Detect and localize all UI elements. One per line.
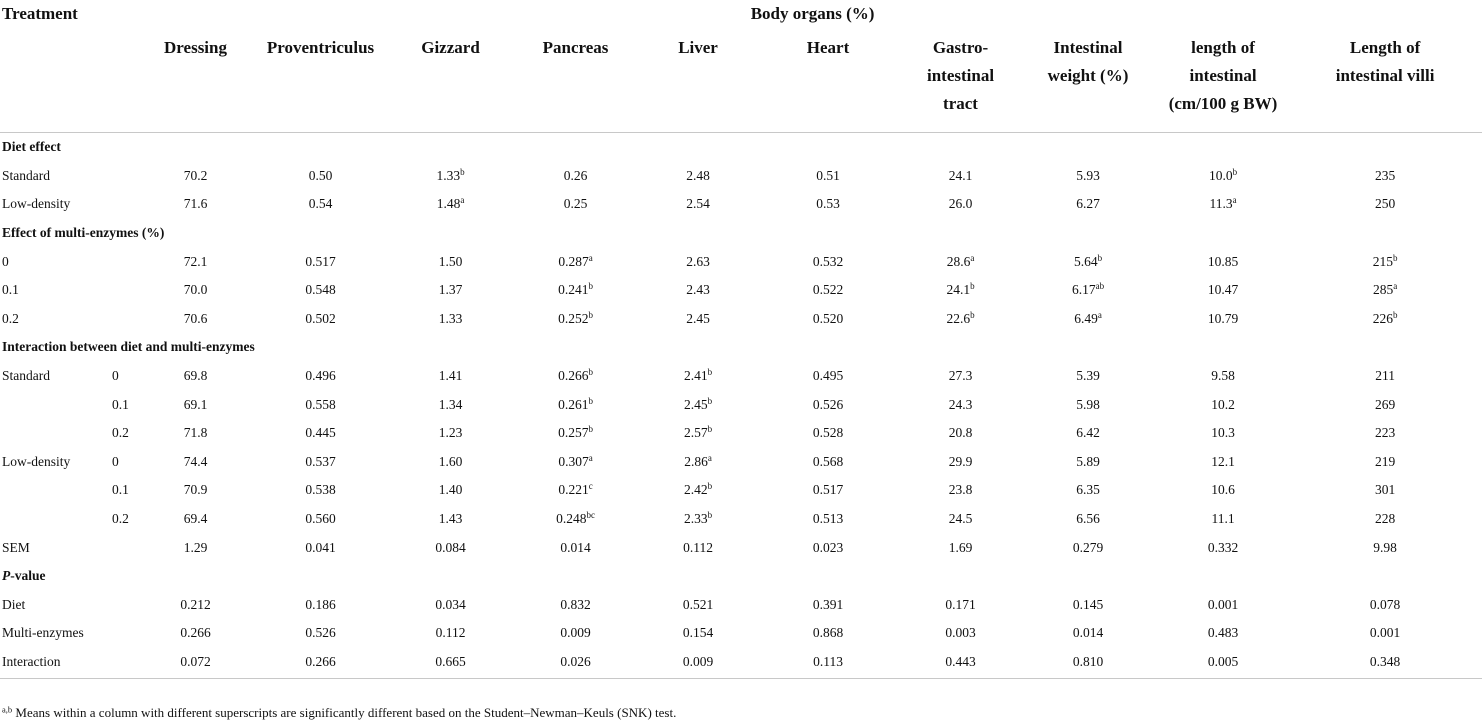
table-cell: 0.241$^b$ (558, 281, 593, 298)
table-cell: 0.517 (812, 482, 844, 498)
table-cell: 11.3$^a$ (1209, 195, 1237, 212)
table-cell: 1.34 (438, 396, 463, 412)
body-organs-group-header: Body organs (%) (750, 4, 875, 23)
row-label: Low-density (2, 453, 71, 469)
table-cell: 0.034 (435, 596, 466, 612)
table-cell: 235 (1374, 167, 1396, 183)
table-cell: 0.332 (1207, 539, 1239, 555)
table-cell: 0.279 (1072, 539, 1104, 555)
row-label: 0.2 (2, 310, 19, 326)
row-label (0, 419, 112, 448)
table-cell: 228 (1374, 511, 1396, 527)
table-cell: 269 (1374, 396, 1396, 412)
column-header: Gastro- intestinal tract (903, 28, 1018, 133)
table-cell: 1.37 (438, 282, 463, 298)
table-cell: 70.6 (183, 310, 208, 326)
row-label (0, 505, 112, 534)
table-cell: 0.186 (305, 596, 336, 612)
table-cell: 29.9 (948, 453, 973, 469)
table-cell: 74.4 (183, 453, 208, 469)
table-cell: 0.445 (305, 425, 336, 441)
table-cell: 0.001 (1207, 596, 1239, 612)
table-row (0, 162, 1482, 191)
table-cell: 0.502 (305, 310, 336, 326)
table-cell: 0.003 (945, 625, 976, 641)
table-cell: 0.348 (1288, 648, 1482, 679)
table-cell: 0.261$^b$ (558, 395, 593, 412)
table-cell: 12.1 (1211, 453, 1235, 469)
table-cell: 1.41 (438, 368, 463, 384)
row-label (0, 390, 112, 419)
table-cell: 0.526 (812, 396, 844, 412)
table-cell: 226$^b$ (1372, 309, 1398, 326)
table-cell: 5.98 (1076, 396, 1100, 412)
footnote-marks: a,b (2, 704, 13, 715)
table-cell: 2.41$^b$ (683, 367, 713, 384)
table-row (0, 648, 1482, 679)
table-row (0, 190, 1482, 219)
table-cell: 0.568 (812, 453, 844, 469)
table-cell: 10.85 (1207, 253, 1239, 269)
table-row (0, 305, 1482, 334)
treatment-header: Treatment (2, 4, 78, 23)
table-cell: 0.072 (143, 648, 248, 679)
column-header: length of intestinal (cm/100 g BW) (1158, 28, 1288, 133)
table-cell: 2.45$^b$ (683, 395, 713, 412)
table-cell: 0.171 (945, 596, 976, 612)
table-cell: 72.1 (183, 253, 208, 269)
table-cell: 10.0$^b$ (1208, 166, 1238, 183)
table-cell: 28.6$^a$ (946, 252, 975, 269)
table-row (0, 533, 1482, 562)
table-cell: 1.40 (438, 482, 463, 498)
row-label (0, 476, 112, 505)
table-cell: 0.307$^a$ (558, 452, 593, 469)
table-cell: 0.084 (435, 539, 466, 555)
table-cell: 6.42 (1076, 425, 1100, 441)
table-cell: 0.112 (683, 539, 713, 555)
table-cell: 69.4 (183, 511, 208, 527)
table-cell: 0.014 (1072, 625, 1104, 641)
table-cell: 0.266$^b$ (558, 367, 593, 384)
row-label: Multi-enzymes (2, 625, 84, 641)
table-cell: 0.287$^a$ (558, 252, 593, 269)
table-cell: 0.145 (1072, 596, 1104, 612)
row-label: Low-density (2, 196, 71, 212)
table-cell: 250 (1374, 196, 1396, 212)
table-cell: 219 (1374, 453, 1396, 469)
table-cell: 10.47 (1207, 282, 1239, 298)
table-cell: 2.33$^b$ (683, 510, 713, 527)
table-cell: 24.5 (948, 511, 973, 527)
table-cell: 9.58 (1211, 368, 1235, 384)
section-header-row (0, 133, 1482, 162)
table-cell: 0.252$^b$ (558, 309, 593, 326)
table-cell: 0.496 (305, 368, 336, 384)
section-header-row (0, 562, 1482, 591)
table-cell: 0.513 (812, 511, 844, 527)
table-cell: 0.221$^c$ (558, 481, 593, 498)
column-header: Dressing (143, 28, 248, 133)
table-cell: 2.48 (686, 167, 710, 183)
table-cell: 0.665 (393, 648, 508, 679)
table-cell: 5.39 (1076, 368, 1100, 384)
column-header: Pancreas (508, 28, 643, 133)
table-cell: 6.27 (1076, 196, 1100, 212)
table-row (0, 247, 1482, 276)
table-cell: 0.009 (560, 625, 591, 641)
table-cell: 6.56 (1076, 511, 1100, 527)
table-row (0, 591, 1482, 620)
table-cell: 285$^a$ (1372, 281, 1398, 298)
table-cell: 1.33$^b$ (436, 166, 465, 183)
table-cell: 6.49$^a$ (1074, 309, 1102, 326)
table-cell: 0.53 (816, 196, 840, 212)
table-cell: 71.8 (183, 425, 208, 441)
table-cell: 301 (1374, 482, 1396, 498)
table-cell: 24.3 (948, 396, 973, 412)
table-body (0, 133, 1482, 679)
table-cell: 1.23 (438, 425, 463, 441)
table-cell: 0.548 (305, 282, 336, 298)
table-cell: 0.023 (812, 539, 844, 555)
column-header: Intestinal weight (%) (1018, 28, 1158, 133)
table-cell: 0.391 (812, 596, 844, 612)
row-label: Diet (2, 596, 26, 612)
table-cell: 0.25 (563, 196, 588, 212)
table-cell: 223 (1374, 425, 1396, 441)
table-cell: 69.1 (183, 396, 208, 412)
section-title: Interaction between diet and multi-enzymes (2, 339, 255, 355)
table-cell: 2.57$^b$ (683, 424, 713, 441)
table-cell: 11.1 (1211, 511, 1235, 527)
table-row (0, 448, 1482, 477)
table-cell: 0.868 (812, 625, 844, 641)
table-row (0, 276, 1482, 305)
table-cell: 22.6$^b$ (946, 309, 975, 326)
table-cell: 9.98 (1373, 539, 1397, 555)
table-cell: 24.1$^b$ (946, 281, 975, 298)
table-cell: 0.522 (812, 282, 844, 298)
table-cell: 70.0 (183, 282, 208, 298)
table-cell: 0.266 (248, 648, 393, 679)
table-cell: 10.3 (1211, 425, 1235, 441)
column-header-row (0, 28, 1482, 133)
row-sublabel: 0.1 (112, 482, 129, 498)
table-cell: 0.212 (180, 596, 211, 612)
table-header (0, 0, 1482, 133)
treatment-header-spacer (0, 28, 143, 133)
table-cell: 5.93 (1076, 167, 1100, 183)
table-cell: 0.257$^b$ (558, 424, 593, 441)
column-header: Gizzard (393, 28, 508, 133)
table-cell: 0.538 (305, 482, 336, 498)
table-cell: 0.005 (1158, 648, 1288, 679)
table-cell: 2.43 (686, 282, 710, 298)
table-cell: 0.026 (508, 648, 643, 679)
row-sublabel: 0.2 (112, 511, 129, 527)
table-cell: 69.8 (183, 368, 208, 384)
table-cell: 6.35 (1076, 482, 1100, 498)
column-header: Liver (643, 28, 753, 133)
table-cell: 2.45 (686, 310, 710, 326)
table-cell: 0.810 (1018, 648, 1158, 679)
row-sublabel: 0.1 (112, 396, 129, 412)
table-cell: 211 (1375, 368, 1395, 384)
table-cell: 20.8 (948, 425, 973, 441)
table-cell: 0.113 (753, 648, 903, 679)
table-row (0, 619, 1482, 648)
table-cell: 1.43 (438, 511, 463, 527)
table-cell: 0.558 (305, 396, 336, 412)
table-cell: 27.3 (948, 368, 973, 384)
row-label: 0 (2, 253, 9, 269)
table-cell: 0.51 (816, 167, 840, 183)
section-title: Diet effect (2, 139, 61, 155)
footnote-text: Means within a column with different superscripts are significantly different based on the Student–Newman–Keuls (SNK) test. (12, 705, 677, 720)
table-cell: 0.483 (1207, 625, 1239, 641)
table-cell: 23.8 (948, 482, 973, 498)
row-label: 0.1 (2, 282, 19, 298)
table-cell: 26.0 (948, 196, 973, 212)
table-cell: 0.560 (305, 511, 336, 527)
table-cell: 2.63 (686, 253, 710, 269)
column-header: Heart (753, 28, 903, 133)
table-cell: 0.520 (812, 310, 844, 326)
table-cell: 0.078 (1369, 596, 1401, 612)
table-cell: 70.2 (183, 167, 208, 183)
table-cell: 0.001 (1369, 625, 1401, 641)
table-cell: 1.29 (183, 539, 208, 555)
table-row (0, 505, 1482, 534)
section-header-row (0, 333, 1482, 362)
table-row (0, 390, 1482, 419)
table-cell: 1.69 (948, 539, 973, 555)
table-cell: 0.532 (812, 253, 844, 269)
table-cell: 10.79 (1207, 310, 1239, 326)
table-cell: 0.528 (812, 425, 844, 441)
table-cell: 0.443 (903, 648, 1018, 679)
table-cell: 1.48$^a$ (436, 195, 465, 212)
table-footnote (0, 705, 676, 721)
table-cell: 0.112 (435, 625, 466, 641)
table-cell: 0.26 (563, 167, 588, 183)
column-header: Proventriculus (248, 28, 393, 133)
table-cell: 1.33 (438, 310, 463, 326)
table-cell: 5.89 (1076, 453, 1100, 469)
section-title: Effect of multi-enzymes (%) (2, 225, 165, 241)
table-cell: 0.521 (682, 596, 714, 612)
row-label: Standard (2, 167, 50, 183)
table-cell: 0.266 (180, 625, 211, 641)
table-cell: 0.832 (560, 596, 591, 612)
table-cell: 0.526 (305, 625, 336, 641)
table-cell: 2.86$^a$ (684, 452, 712, 469)
table-cell: 1.60 (438, 453, 463, 469)
row-label: Standard (2, 368, 50, 384)
table-cell: 0.517 (305, 253, 336, 269)
row-label: SEM (2, 539, 30, 555)
row-sublabel: 0 (112, 368, 119, 384)
table-cell: 0.54 (308, 196, 333, 212)
table-cell: 0.154 (682, 625, 714, 641)
table-row (0, 362, 1482, 391)
row-sublabel: 0.2 (112, 425, 129, 441)
table-cell: 6.17$^{ab}$ (1071, 281, 1105, 298)
table-cell: 70.9 (183, 482, 208, 498)
table-cell: 10.2 (1211, 396, 1235, 412)
table-cell: 5.64$^b$ (1073, 252, 1103, 269)
table-cell: 0.041 (305, 539, 336, 555)
table-cell: 1.50 (438, 253, 463, 269)
section-header-row (0, 219, 1482, 248)
table-cell: 0.495 (812, 368, 844, 384)
table-cell: 2.42$^b$ (683, 481, 713, 498)
table-cell: 10.6 (1211, 482, 1235, 498)
table-cell: 0.014 (560, 539, 591, 555)
column-header: Length of intestinal villi (1288, 28, 1482, 133)
table-row (0, 419, 1482, 448)
table-cell: 0.537 (305, 453, 336, 469)
row-label: Interaction (0, 648, 143, 679)
table-cell: 0.248$^{bc}$ (556, 510, 595, 527)
row-sublabel: 0 (112, 453, 119, 469)
table-cell: 0.50 (308, 167, 333, 183)
table-cell: 215$^b$ (1372, 252, 1398, 269)
table-cell: 0.009 (643, 648, 753, 679)
table-cell: 71.6 (183, 196, 208, 212)
table-cell: 2.54 (686, 196, 710, 212)
table-cell: 24.1 (948, 167, 973, 183)
section-title: P-value (2, 568, 46, 584)
table-row (0, 476, 1482, 505)
